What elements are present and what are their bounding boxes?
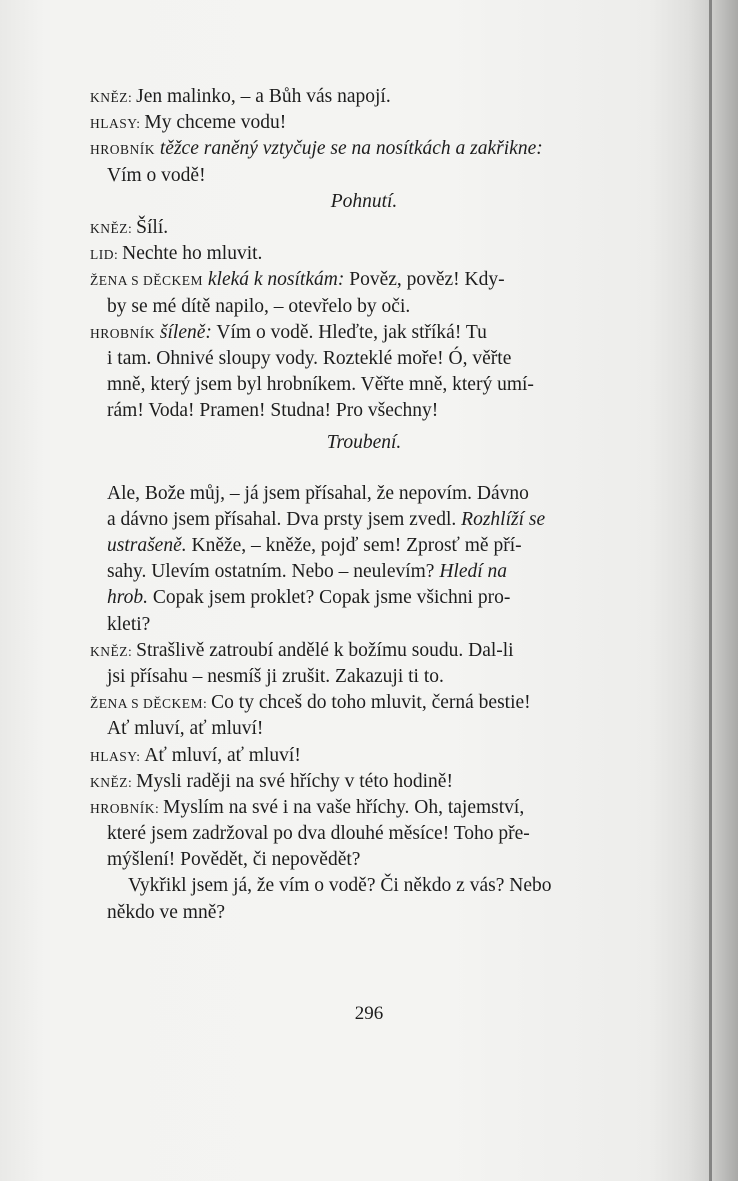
dialogue-text: mně, který jsem byl hrobníkem. Věřte mně, který umí- xyxy=(107,374,534,396)
dialogue-text: Myslím na své i na vaše hříchy. Oh, tajemství, xyxy=(163,796,525,818)
dialogue-text: Vím o vodě. Hleďte, jak stříká! Tu xyxy=(216,321,487,343)
text-line xyxy=(90,481,638,507)
stage-direction: kleká k nosítkám: xyxy=(207,269,345,291)
stage-direction: Troubení. xyxy=(326,432,402,454)
text-line xyxy=(90,372,638,398)
stage-direction: Hledí na xyxy=(439,561,508,583)
text-line: KNĚZ: Jen malinko, – a Bůh vás napojí. xyxy=(90,86,391,107)
speaker-label: HLASY xyxy=(90,116,137,132)
play-text xyxy=(90,84,638,926)
dialogue-text: Vykřikl jsem já, že vím o vodě? Či někdo z vás? Nebo xyxy=(128,875,552,897)
dialogue-text: mýšlení! Povědět, či nepovědět? xyxy=(107,849,361,871)
dialogue-text: Šílí. xyxy=(136,216,169,238)
stage-direction: ustrašeně. xyxy=(107,535,187,556)
dialogue-text: Mysli raději na své hříchy v této hodině! xyxy=(136,770,453,792)
text-line xyxy=(90,320,638,346)
dialogue-text: Pověz, pověz! Kdy- xyxy=(349,269,505,291)
speaker-label: HLASY xyxy=(90,748,137,764)
speaker-label: HROBNÍK xyxy=(90,142,156,158)
text-line: HLASY: My chceme vodu! xyxy=(90,112,287,134)
text-line xyxy=(90,585,638,611)
dialogue-text: někdo ve mně? xyxy=(107,901,226,923)
text-line xyxy=(90,900,638,926)
dialogue-text: by se mé dítě napilo, – otevřelo by oči. xyxy=(107,295,411,317)
dialogue-text: které jsem zadržoval po dva dlouhé měsíce! Toho pře- xyxy=(107,823,530,845)
dialogue-text: kleti? xyxy=(107,613,151,635)
stage-direction: těžce raněný vztyčuje se na nosítkách a zakřikne: xyxy=(159,138,543,160)
stage-direction: hrob. xyxy=(107,587,148,609)
dialogue-text: jsi přísahu – nesmíš ji zrušit. Zakazuji ti to. xyxy=(107,665,444,687)
text-line: HLASY: Ať mluví, ať mluví! xyxy=(90,744,301,766)
dialogue-text: Ať mluví, ať mluví! xyxy=(107,718,264,740)
text-line xyxy=(90,294,638,320)
speaker-label: LID xyxy=(90,247,114,263)
dialogue-text: Ať mluví, ať mluví! xyxy=(144,744,301,766)
dialogue-text: i tam. Ohnivé sloupy vody. Rozteklé moře! Ó, věřte xyxy=(107,347,512,369)
text-line: KNĚZ: Mysli raději na své hříchy v této hodině! xyxy=(90,770,453,792)
dialogue-text: Kněže, – kněže, pojď sem! Zprosť mě pří- xyxy=(191,535,522,556)
speaker-label: KNĚZ xyxy=(90,774,128,790)
stage-direction: Pohnutí. xyxy=(330,190,398,212)
text-line xyxy=(90,821,638,847)
speaker-label: ŽENA S DĚCKEM xyxy=(90,273,204,289)
dialogue-text: sahy. Ulevím ostatním. Nebo – neulevím? xyxy=(107,561,435,583)
dialogue-text: Copak jsem proklet? Copak jsme všichni pro- xyxy=(152,587,511,609)
speaker-label: HROBNÍK xyxy=(90,325,156,341)
text-line xyxy=(90,346,638,372)
page-number: 296 xyxy=(354,1003,384,1024)
text-line xyxy=(90,716,638,742)
stage-direction-line xyxy=(90,430,638,456)
dialogue-text: Ale, Bože můj, – já jsem přísahal, že nepovím. Dávno xyxy=(107,482,529,504)
speaker-label: ŽENA S DĚCKEM xyxy=(90,696,204,712)
text-line xyxy=(90,873,638,899)
stage-direction-line xyxy=(90,189,638,215)
text-line xyxy=(90,559,638,585)
speaker-label: HROBNÍK xyxy=(90,800,156,816)
text-line: KNĚZ: Šílí. xyxy=(90,216,169,238)
dialogue-text: Nechte ho mluvit. xyxy=(122,243,263,265)
text-line: HROBNÍK: Myslím na své i na vaše hříchy. Oh, tajemství, xyxy=(90,796,525,818)
text-line: KNĚZ: Strašlivě zatroubí andělé k božímu soudu. Dal-li xyxy=(90,639,514,661)
text-line: ŽENA S DĚCKEM: Co ty chceš do toho mluvit, černá bestie! xyxy=(90,692,531,714)
speaker-label: KNĚZ xyxy=(90,90,128,105)
speaker-label: KNĚZ xyxy=(90,220,128,236)
dialogue-text: rám! Voda! Pramen! Studna! Pro všechny! xyxy=(107,400,439,422)
dialogue-text: Co ty chceš do toho mluvit, černá bestie! xyxy=(211,692,531,714)
text-line xyxy=(90,163,638,189)
text-line xyxy=(90,267,638,293)
text-line: LID: Nechte ho mluvit. xyxy=(90,243,263,265)
dialogue-text: a dávno jsem přísahal. Dva prsty jsem zvedl. xyxy=(107,508,457,530)
stage-direction: šíleně: xyxy=(159,321,212,343)
text-line xyxy=(90,398,638,424)
text-line xyxy=(90,612,638,638)
text-line xyxy=(90,847,638,873)
dialogue-text: Vím o vodě! xyxy=(107,164,206,186)
dialogue-text: Jen malinko, – a Bůh vás napojí. xyxy=(136,86,391,107)
text-line xyxy=(90,507,638,533)
dialogue-text: My chceme vodu! xyxy=(144,112,287,134)
text-line xyxy=(90,136,638,162)
text-line xyxy=(90,533,638,559)
stage-direction: Rozhlíží se xyxy=(461,508,546,530)
text-line xyxy=(90,664,638,690)
dialogue-text: Strašlivě zatroubí andělé k božímu soudu. Dal-li xyxy=(136,639,514,661)
speaker-label: KNĚZ xyxy=(90,643,128,659)
